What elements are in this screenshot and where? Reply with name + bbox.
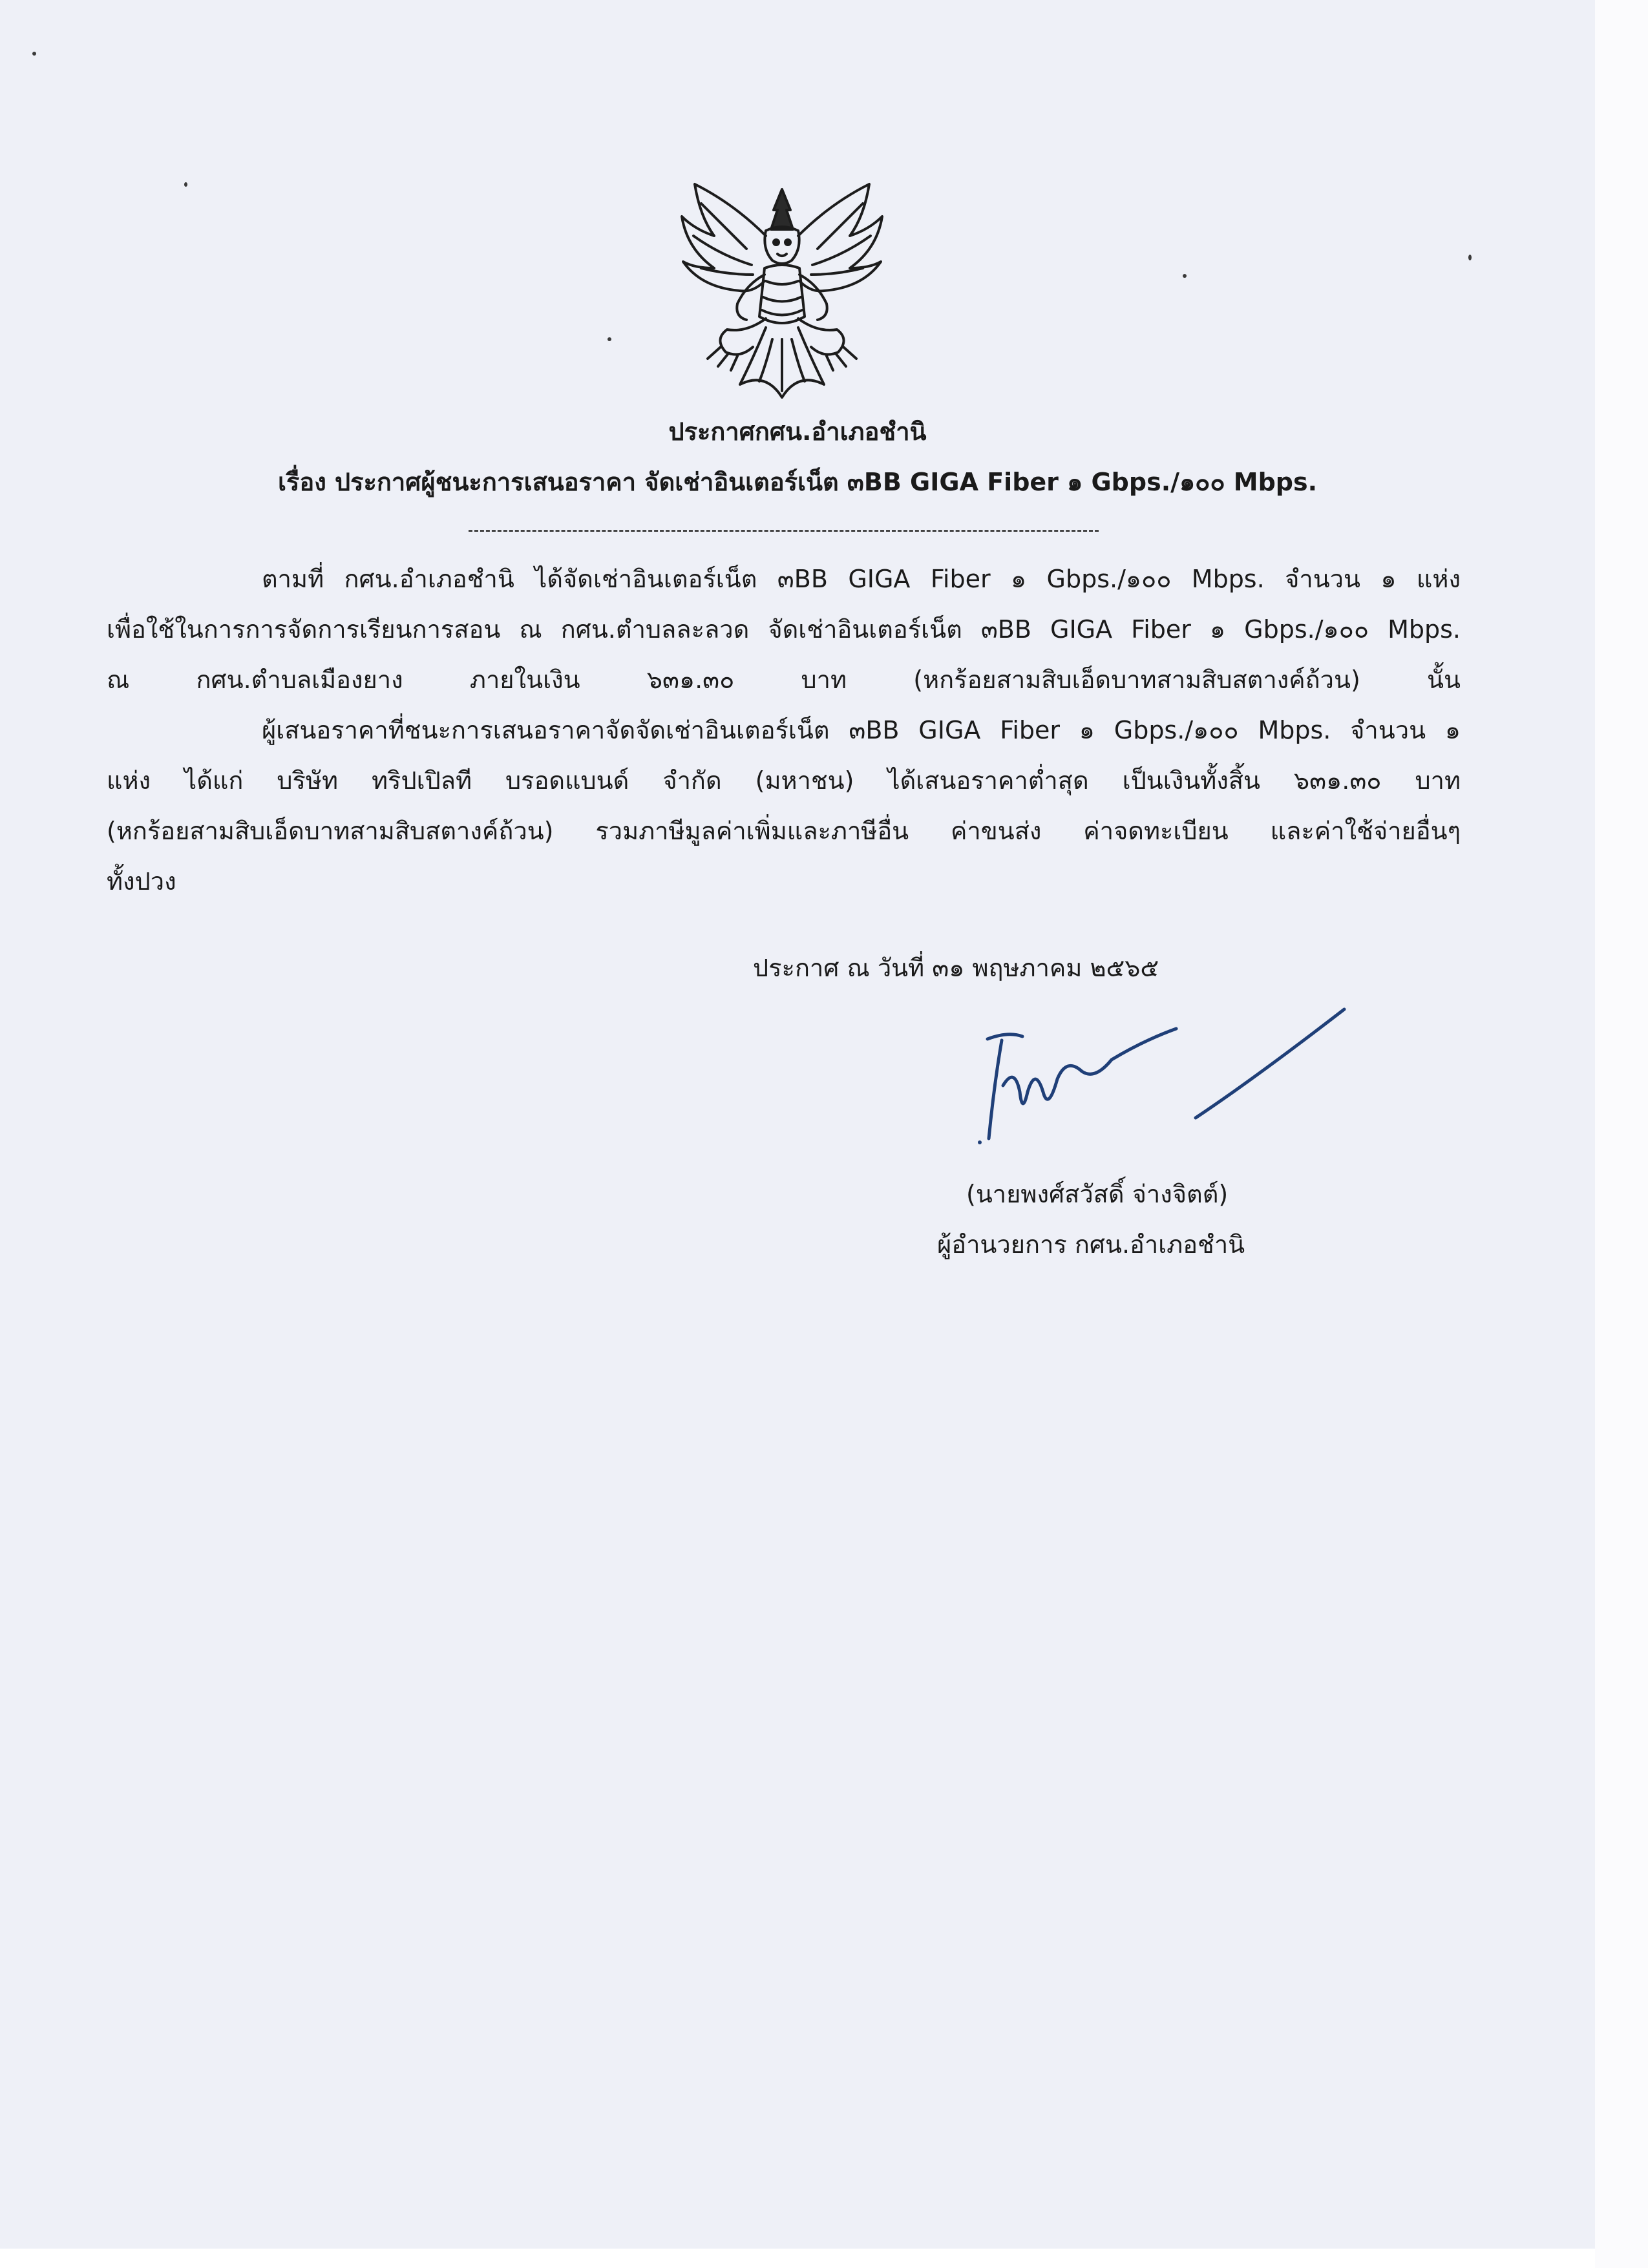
announcement-date: ประกาศ ณ วันที่ ๓๑ พฤษภาคม ๒๕๖๕ [753, 954, 1159, 982]
handwritten-signature [963, 995, 1364, 1157]
paragraph-2-line-2: แห่ง ได้แก่ บริษัท ทริปเปิลที บรอดแบนด์ จำกัด (มหาชน) ได้เสนอราคาต่ำสุด เป็นเงินทั้งสิ้น ๖๓๑.๓๐ บาท [107, 766, 1461, 795]
document-subject: เรื่อง ประกาศผู้ชนะการเสนอราคา จัดเช่าอินเตอร์เน็ต ๓BB GIGA Fiber ๑ Gbps./๑๐๐ Mbps. [277, 468, 1318, 496]
dashed-divider [469, 530, 1099, 532]
scan-speck [184, 182, 187, 187]
paragraph-2-line-1: ผู้เสนอราคาที่ชนะการเสนอราคาจัดจัดเช่าอินเตอร์เน็ต ๓BB GIGA Fiber ๑ Gbps./๑๐๐ Mbps. จำนวน ๑ [262, 716, 1461, 744]
paragraph-1-line-2: เพื่อใช้ในการการจัดการเรียนการสอน ณ กศน.ตำบลละลวด จัดเช่าอินเตอร์เน็ต ๓BB GIGA Fiber ๑ Gbps./๑๐๐ Mbps. [107, 615, 1461, 644]
garuda-emblem-icon [675, 178, 889, 404]
scan-speck [1468, 255, 1472, 260]
paragraph-1-line-1: ตามที่ กศน.อำเภอชำนิ ได้จัดเช่าอินเตอร์เน็ต ๓BB GIGA Fiber ๑ Gbps./๑๐๐ Mbps. จำนวน ๑ แห่ง [262, 565, 1461, 593]
paragraph-2-line-3: (หกร้อยสามสิบเอ็ดบาทสามสิบสตางค์ถ้วน) รวมภาษีมูลค่าเพิ่มและภาษีอื่น ค่าขนส่ง ค่าจดทะเบียน และค่าใช้จ่ายอื่นๆ [107, 817, 1461, 845]
paragraph-2-line-4: ทั้งปวง [107, 867, 176, 896]
scan-speck [1183, 274, 1187, 278]
signer-position: ผู้อำนวยการ กศน.อำเภอชำนิ [937, 1230, 1245, 1259]
scan-speck [32, 52, 36, 56]
paragraph-1-line-3: ณ กศน.ตำบลเมืองยาง ภายในเงิน ๖๓๑.๓๐ บาท (หกร้อยสามสิบเอ็ดบาทสามสิบสตางค์ถ้วน) นั้น [107, 666, 1461, 694]
page-edge [1595, 0, 1648, 2268]
signer-name: (นายพงศ์สวัสดิ์ จ่างจิตต์) [966, 1180, 1229, 1208]
document-title: ประกาศกศน.อำเภอชำนิ [668, 417, 927, 446]
scan-speck [607, 337, 611, 341]
